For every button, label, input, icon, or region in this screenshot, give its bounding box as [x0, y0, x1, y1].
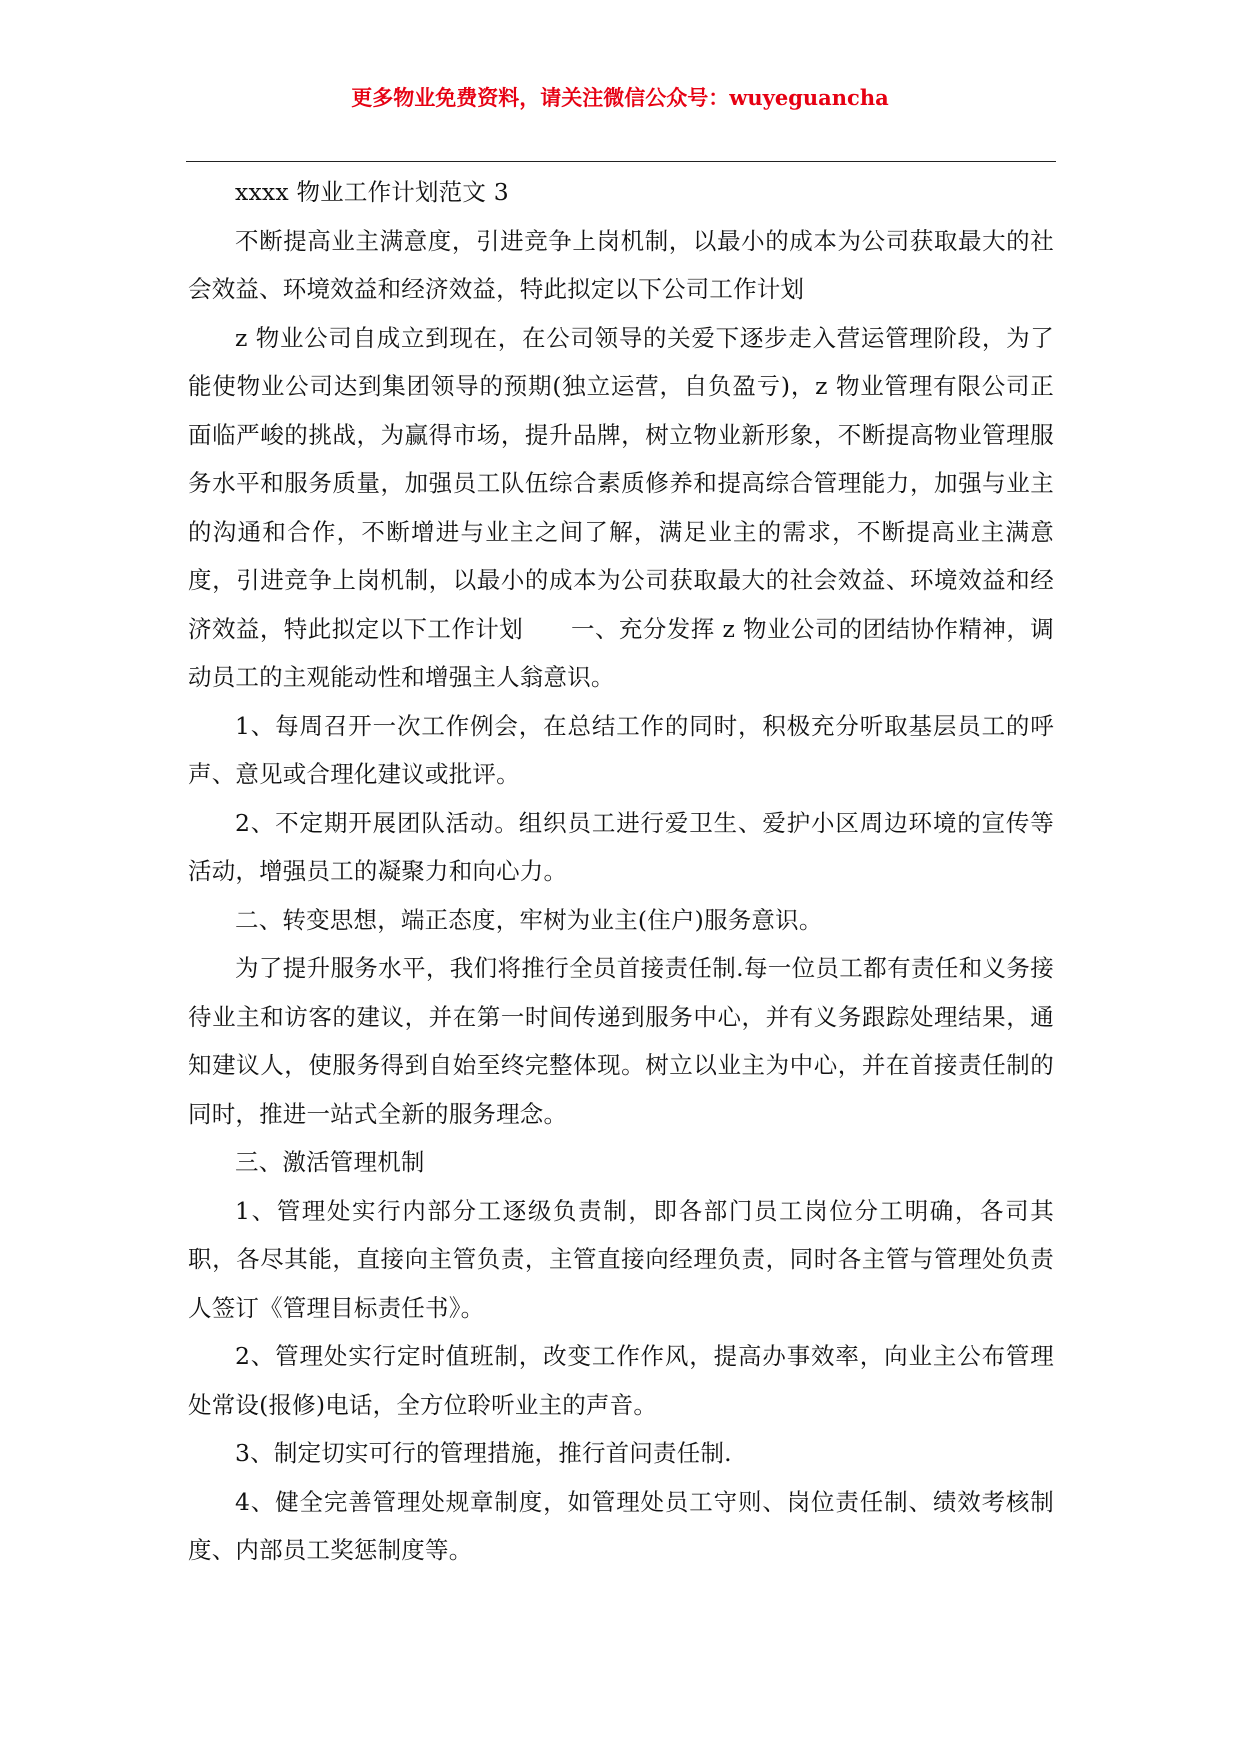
paragraph: z 物业公司自成立到现在，在公司领导的关爱下逐步走入营运管理阶段，为了能使物业公司达到集团领导的预期(独立运营，自负盈亏)，z 物业管理有限公司正面临严峻的挑战，为赢得市场，提升品牌，树立物业新形象，不断提高物业管理服务水平和服务质量，加强员工队伍综合素质修养和提高综合管理能力，加强与业主的沟通和合作，不断增进与业主之间了解，满足业主的需求，不断提高业主满意度，引进竞争上岗机制，以最小的成本为公司获取最大的社会效益、环境效益和经济效益，特此拟定以下工作计划 一、充分发挥 z 物业公司的团结协作精神，调动员工的主观能动性和增强主人翁意识。 — [188, 323, 1054, 691]
header-banner: 更多物业免费资料，请关注微信公众号：wuyeguancha — [351, 85, 889, 110]
document-body — [188, 168, 1054, 1575]
paragraph: 1、每周召开一次工作例会，在总结工作的同时，积极充分听取基层员工的呼声、意见或合理化建议或批评。 — [188, 711, 1054, 788]
section-heading: 三、激活管理机制 — [235, 1148, 425, 1176]
paragraph: 1、管理处实行内部分工逐级负责制，即各部门员工岗位分工明确，各司其职，各尽其能，直接向主管负责，主管直接向经理负责，同时各主管与管理处负责人签订《管理目标责任书》。 — [188, 1196, 1054, 1322]
document-title: xxxx 物业工作计划范文 3 — [235, 178, 509, 206]
section-heading: 二、转变思想，端正态度，牢树为业主(住户)服务意识。 — [235, 905, 823, 934]
paragraph: 2、不定期开展团队活动。组织员工进行爱卫生、爱护小区周边环境的宣传等活动，增强员工的凝聚力和向心力。 — [188, 808, 1054, 885]
header-divider — [186, 161, 1056, 162]
paragraph: 不断提高业主满意度，引进竞争上岗机制，以最小的成本为公司获取最大的社会效益、环境效益和经济效益，特此拟定以下公司工作计划 — [188, 226, 1054, 303]
paragraph: 3、制定切实可行的管理措施，推行首问责任制. — [235, 1439, 732, 1467]
paragraph: 2、管理处实行定时值班制，改变工作作风，提高办事效率，向业主公布管理处常设(报修)电话，全方位聆听业主的声音。 — [188, 1342, 1054, 1419]
paragraph: 4、健全完善管理处规章制度，如管理处员工守则、岗位责任制、绩效考核制度、内部员工奖惩制度等。 — [188, 1487, 1054, 1564]
paragraph: 为了提升服务水平，我们将推行全员首接责任制.每一位员工都有责任和义务接待业主和访客的建议，并在第一时间传递到服务中心，并有义务跟踪处理结果，通知建议人，使服务得到自始至终完整体现。树立以业主为中心，并在首接责任制的同时，推进一站式全新的服务理念。 — [188, 954, 1054, 1128]
